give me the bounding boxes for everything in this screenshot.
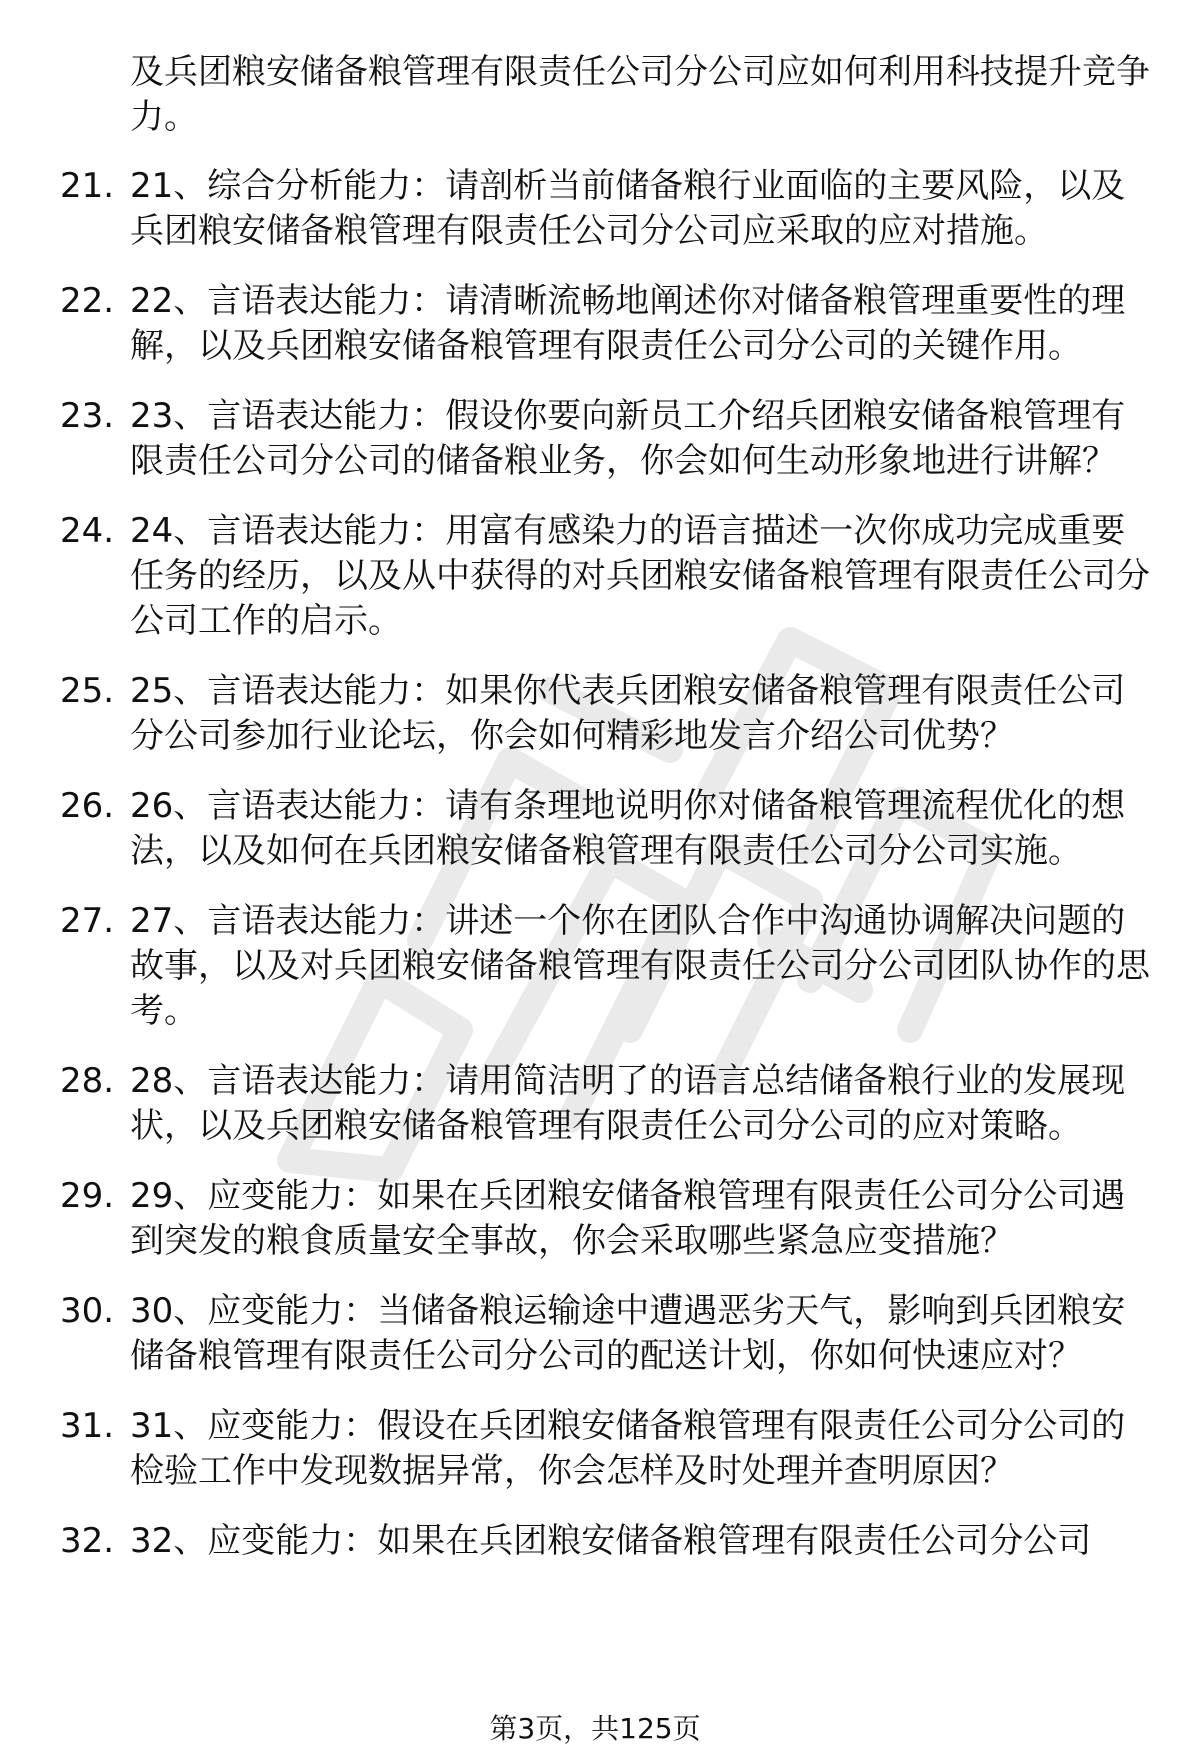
list-item-number: 25. — [60, 671, 115, 711]
list-item-number: 28. — [60, 1061, 115, 1101]
list-item — [60, 784, 1150, 874]
list-item-text: 31、应变能力：假设在兵团粮安储备粮管理有限责任公司分公司的检验工作中发现数据异常，你会怎样及时处理并查明原因？ — [130, 1406, 1126, 1491]
list-item — [60, 1289, 1150, 1379]
list-item-number: 22. — [60, 281, 115, 321]
list-item — [60, 899, 1150, 1034]
list-item — [60, 164, 1150, 254]
list-item-text: 23、言语表达能力：假设你要向新员工介绍兵团粮安储备粮管理有限责任公司分公司的储备粮业务，你会如何生动形象地进行讲解？ — [130, 396, 1126, 481]
list-item-text: 32、应变能力：如果在兵团粮安储备粮管理有限责任公司分公司 — [130, 1521, 1092, 1561]
list-item — [60, 279, 1150, 369]
list-item-number: 26. — [60, 786, 115, 826]
list-item-text: 27、言语表达能力：讲述一个你在团队合作中沟通协调解决问题的故事，以及对兵团粮安储备粮管理有限责任公司分公司团队协作的思考。 — [130, 901, 1150, 1031]
list-item-text: 30、应变能力：当储备粮运输途中遭遇恶劣天气，影响到兵团粮安储备粮管理有限责任公司分公司的配送计划，你如何快速应对？ — [130, 1291, 1126, 1376]
list-item — [60, 1059, 1150, 1149]
list-item-text: 22、言语表达能力：请清晰流畅地阐述你对储备粮管理重要性的理解，以及兵团粮安储备粮管理有限责任公司分公司的关键作用。 — [130, 281, 1126, 366]
list-item-text: 29、应变能力：如果在兵团粮安储备粮管理有限责任公司分公司遇到突发的粮食质量安全事故，你会采取哪些紧急应变措施？ — [130, 1176, 1126, 1261]
list-item-number: 30. — [60, 1291, 115, 1331]
list-item-number: 24. — [60, 511, 115, 551]
list-item — [60, 509, 1150, 644]
list-item — [60, 669, 1150, 759]
list-item-number: 31. — [60, 1406, 115, 1446]
document-content — [60, 50, 1150, 1589]
list-item — [60, 1519, 1150, 1564]
list-item — [60, 1404, 1150, 1494]
list-item-text: 28、言语表达能力：请用简洁明了的语言总结储备粮行业的发展现状，以及兵团粮安储备粮管理有限责任公司分公司的应对策略。 — [130, 1061, 1126, 1146]
list-item-text: 21、综合分析能力：请剖析当前储备粮行业面临的主要风险，以及兵团粮安储备粮管理有限责任公司分公司应采取的应对措施。 — [130, 166, 1126, 251]
list-item-number: 29. — [60, 1176, 115, 1216]
list-item-text: 25、言语表达能力：如果你代表兵团粮安储备粮管理有限责任公司分公司参加行业论坛，你会如何精彩地发言介绍公司优势？ — [130, 671, 1126, 756]
list-item-text: 24、言语表达能力：用富有感染力的语言描述一次你成功完成重要任务的经历，以及从中获得的对兵团粮安储备粮管理有限责任公司分公司工作的启示。 — [130, 511, 1150, 641]
list-item-number: 21. — [60, 166, 115, 206]
page-footer: 第3页，共125页 — [489, 1712, 701, 1745]
list-item-number: 23. — [60, 396, 115, 436]
continued-paragraph: 及兵团粮安储备粮管理有限责任公司分公司应如何利用科技提升竞争力。 — [130, 52, 1150, 137]
list-item — [60, 1174, 1150, 1264]
list-item — [60, 394, 1150, 484]
list-item-number: 32. — [60, 1521, 115, 1561]
list-item-number: 27. — [60, 901, 115, 941]
list-item-text: 26、言语表达能力：请有条理地说明你对储备粮管理流程优化的想法，以及如何在兵团粮安储备粮管理有限责任公司分公司实施。 — [130, 786, 1126, 871]
